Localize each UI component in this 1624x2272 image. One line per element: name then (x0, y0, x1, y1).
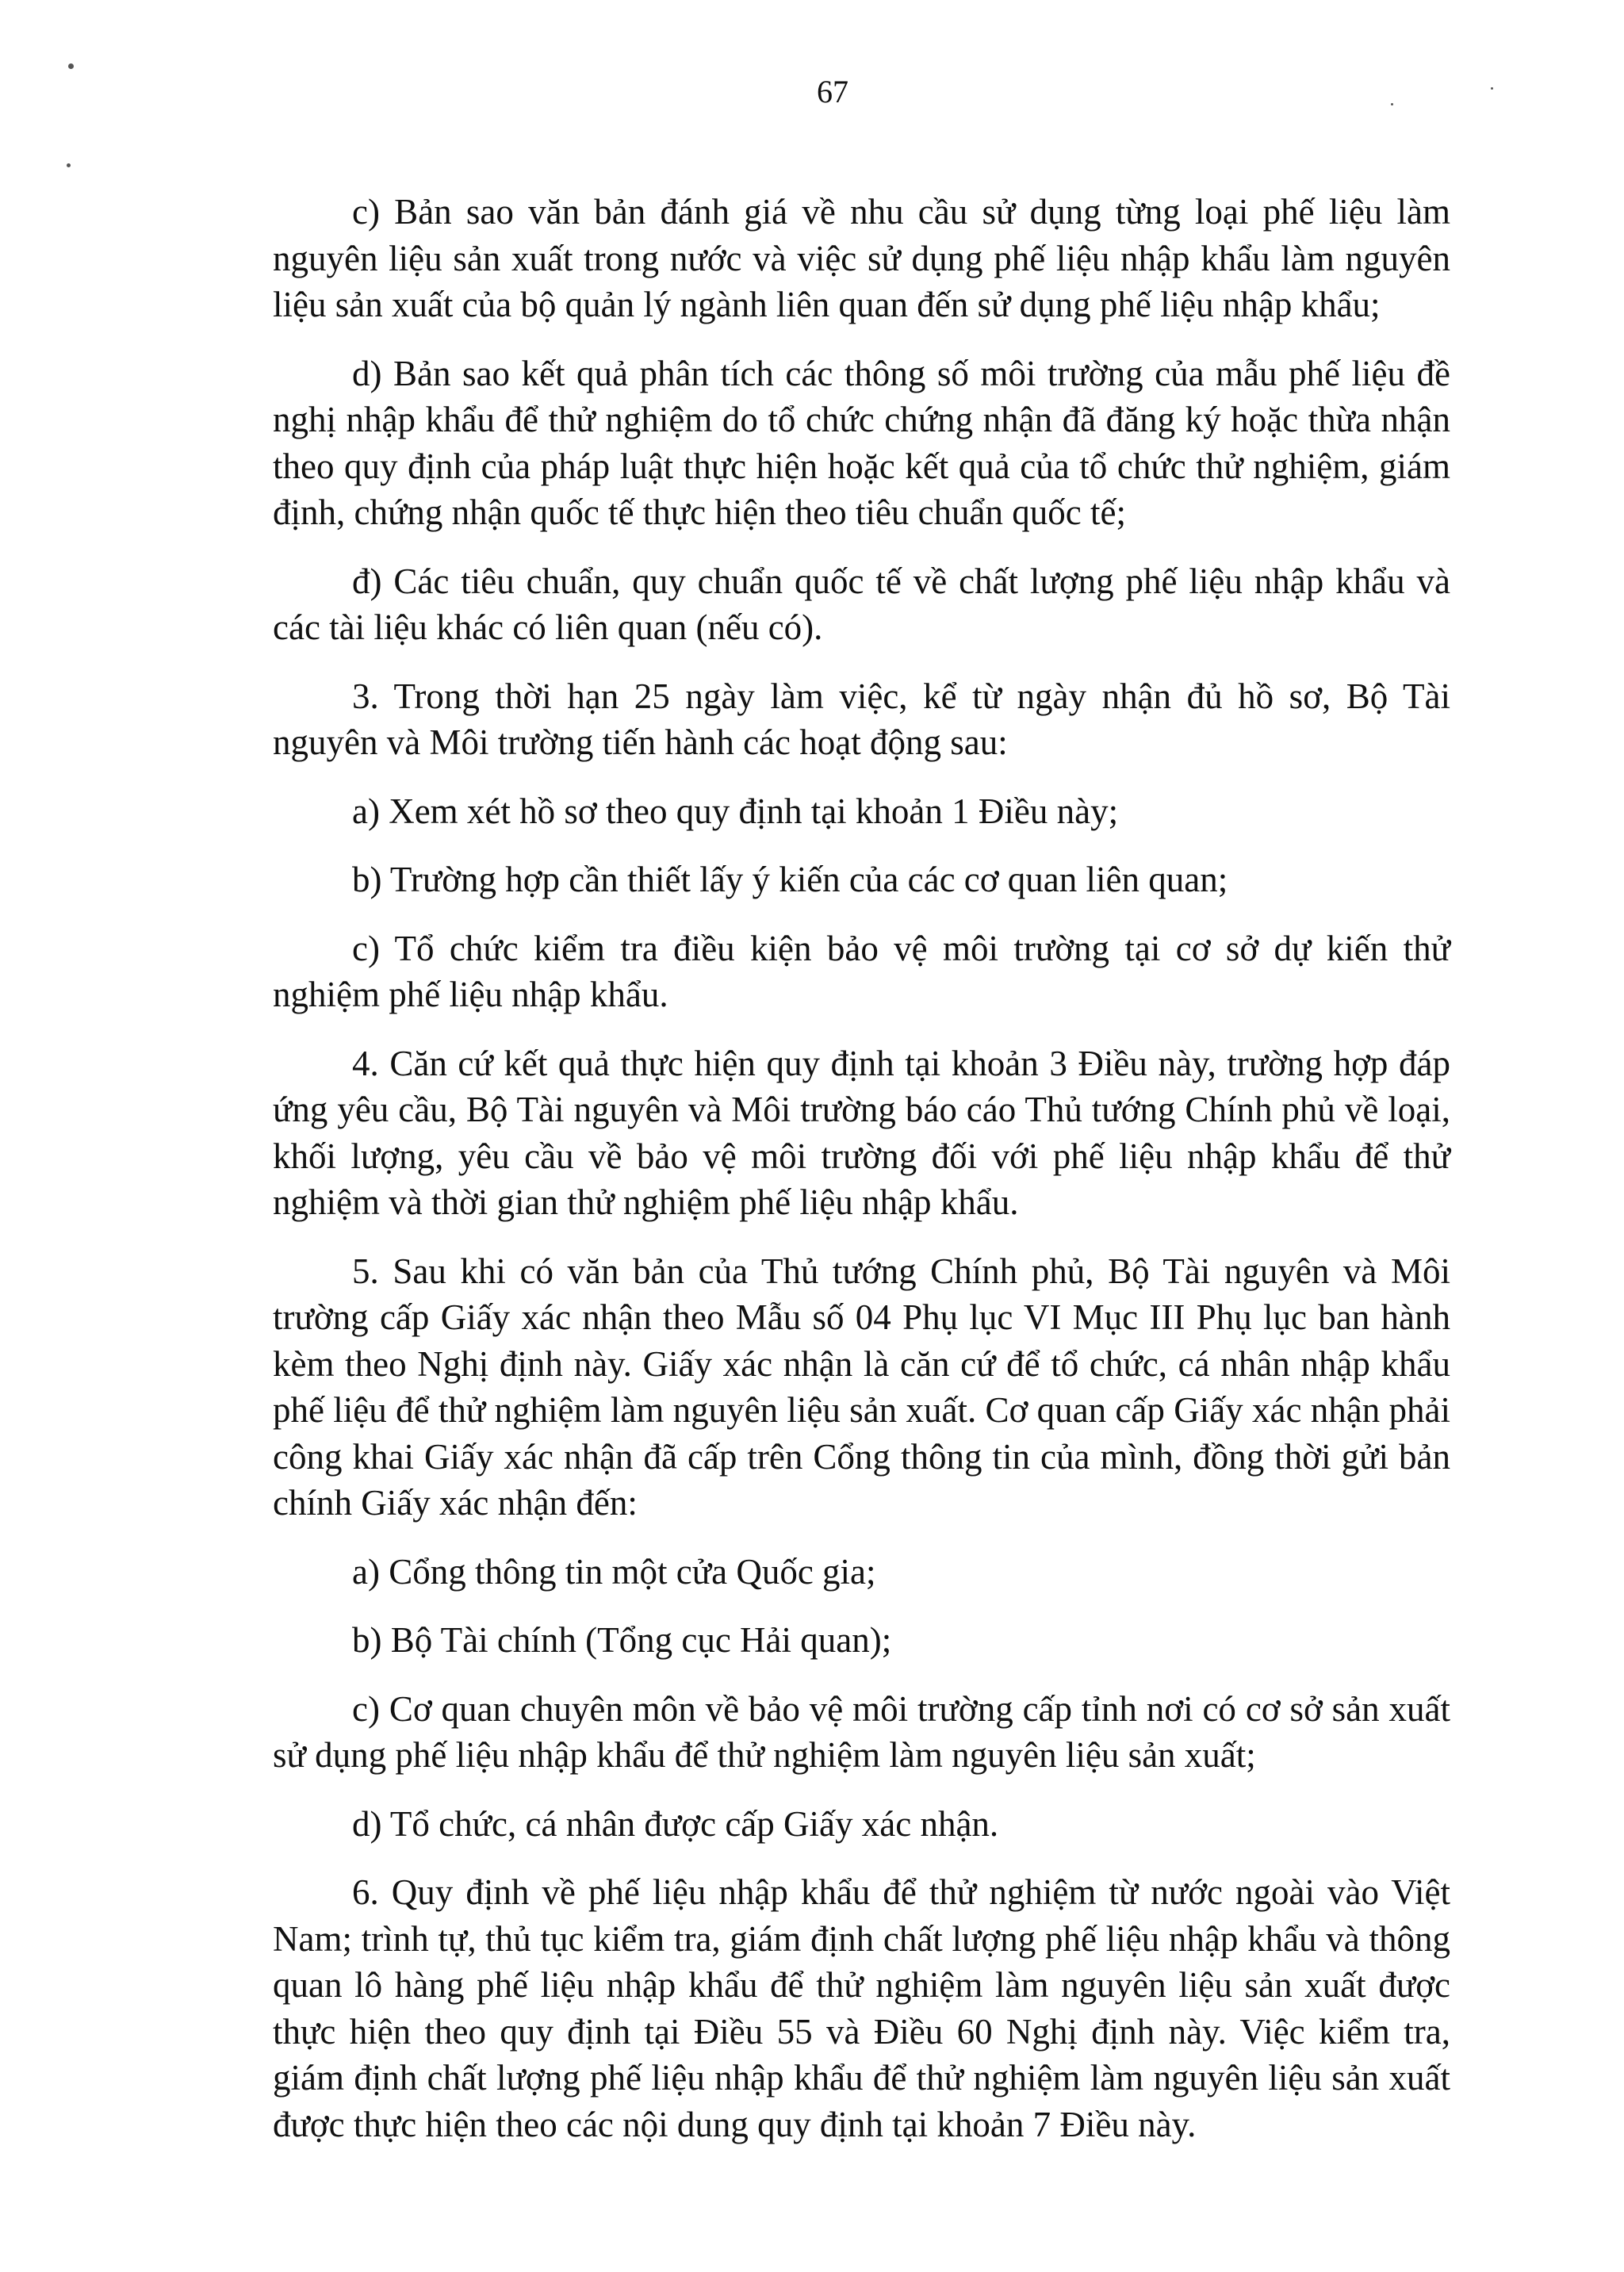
scan-speck (1391, 103, 1393, 105)
paragraph-clause-5-item-c: c) Cơ quan chuyên môn về bảo vệ môi trường cấp tỉnh nơi có cơ sở sản xuất sử dụng phế liệu nhập khẩu để thử nghiệm làm nguyên liệu sản xuất; (273, 1688, 1450, 1775)
paragraph-clause-3-item-c: c) Tổ chức kiểm tra điều kiện bảo vệ môi trường tại cơ sở dự kiến thử nghiệm phế liệu nhập khẩu. (273, 928, 1450, 1014)
paragraph-clause-3-item-a: a) Xem xét hồ sơ theo quy định tại khoản 1 Điều này; (352, 791, 1119, 831)
paragraph-clause-3: 3. Trong thời hạn 25 ngày làm việc, kể từ ngày nhận đủ hồ sơ, Bộ Tài nguyên và Môi trường tiến hành các hoạt động sau: (273, 676, 1450, 762)
scan-speck (1491, 87, 1493, 90)
paragraph-item-dd-standards: đ) Các tiêu chuẩn, quy chuẩn quốc tế về chất lượng phế liệu nhập khẩu và các tài liệu khác có liên quan (nếu có). (273, 561, 1450, 647)
paragraph-clause-3-item-b: b) Trường hợp cần thiết lấy ý kiến của các cơ quan liên quan; (352, 860, 1228, 899)
paragraph-clause-6: 6. Quy định về phế liệu nhập khẩu để thử nghiệm từ nước ngoài vào Việt Nam; trình tự, thủ tục kiểm tra, giám định chất lượng phế liệu nhập khẩu và thông quan lô hàng phế liệu nhập khẩu để thử nghiệm làm nguyên liệu sản xuất được thực hiện theo quy định tại Điều 55 và Điều 60 Nghị định này. Việc kiểm tra, giám định chất lượng phế liệu nhập khẩu để thử nghiệm làm nguyên liệu sản xuất được thực hiện theo các nội dung quy định tại khoản 7 Điều này. (273, 1872, 1450, 2144)
paragraph-clause-5: 5. Sau khi có văn bản của Thủ tướng Chính phủ, Bộ Tài nguyên và Môi trường cấp Giấy xác nhận theo Mẫu số 04 Phụ lục VI Mục III Phụ lục ban hành kèm theo Nghị định này. Giấy xác nhận là căn cứ để tổ chức, cá nhân nhập khẩu phế liệu để thử nghiệm làm nguyên liệu sản xuất. Cơ quan cấp Giấy xác nhận phải công khai Giấy xác nhận đã cấp trên Cổng thông tin của mình, đồng thời gửi bản chính Giấy xác nhận đến: (273, 1251, 1450, 1523)
paragraph-item-c-copy-assessment: c) Bản sao văn bản đánh giá về nhu cầu sử dụng từng loại phế liệu làm nguyên liệu sản xuất trong nước và việc sử dụng phế liệu nhập khẩu làm nguyên liệu sản xuất của bộ quản lý ngành liên quan đến sử dụng phế liệu nhập khẩu; (273, 192, 1450, 324)
paragraph-clause-5-item-b: b) Bộ Tài chính (Tổng cục Hải quan); (352, 1620, 892, 1660)
document-body (273, 189, 1450, 2147)
scan-speck (68, 63, 74, 69)
paragraph-item-d-analysis-results: d) Bản sao kết quả phân tích các thông số môi trường của mẫu phế liệu đề nghị nhập khẩu để thử nghiệm do tổ chức chứng nhận đã đăng ký hoặc thừa nhận theo quy định của pháp luật thực hiện hoặc kết quả của tổ chức thử nghiệm, giám định, chứng nhận quốc tế thực hiện theo tiêu chuẩn quốc tế; (273, 353, 1450, 532)
paragraph-clause-4: 4. Căn cứ kết quả thực hiện quy định tại khoản 3 Điều này, trường hợp đáp ứng yêu cầu, Bộ Tài nguyên và Môi trường báo cáo Thủ tướng Chính phủ về loại, khối lượng, yêu cầu về bảo vệ môi trường đối với phế liệu nhập khẩu để thử nghiệm và thời gian thử nghiệm phế liệu nhập khẩu. (273, 1043, 1450, 1222)
paragraph-clause-5-item-d: d) Tổ chức, cá nhân được cấp Giấy xác nhận. (352, 1803, 999, 1844)
scan-speck (67, 163, 71, 167)
page-number: 67 (817, 74, 848, 109)
paragraph-clause-5-item-a: a) Cổng thông tin một cửa Quốc gia; (352, 1551, 876, 1592)
